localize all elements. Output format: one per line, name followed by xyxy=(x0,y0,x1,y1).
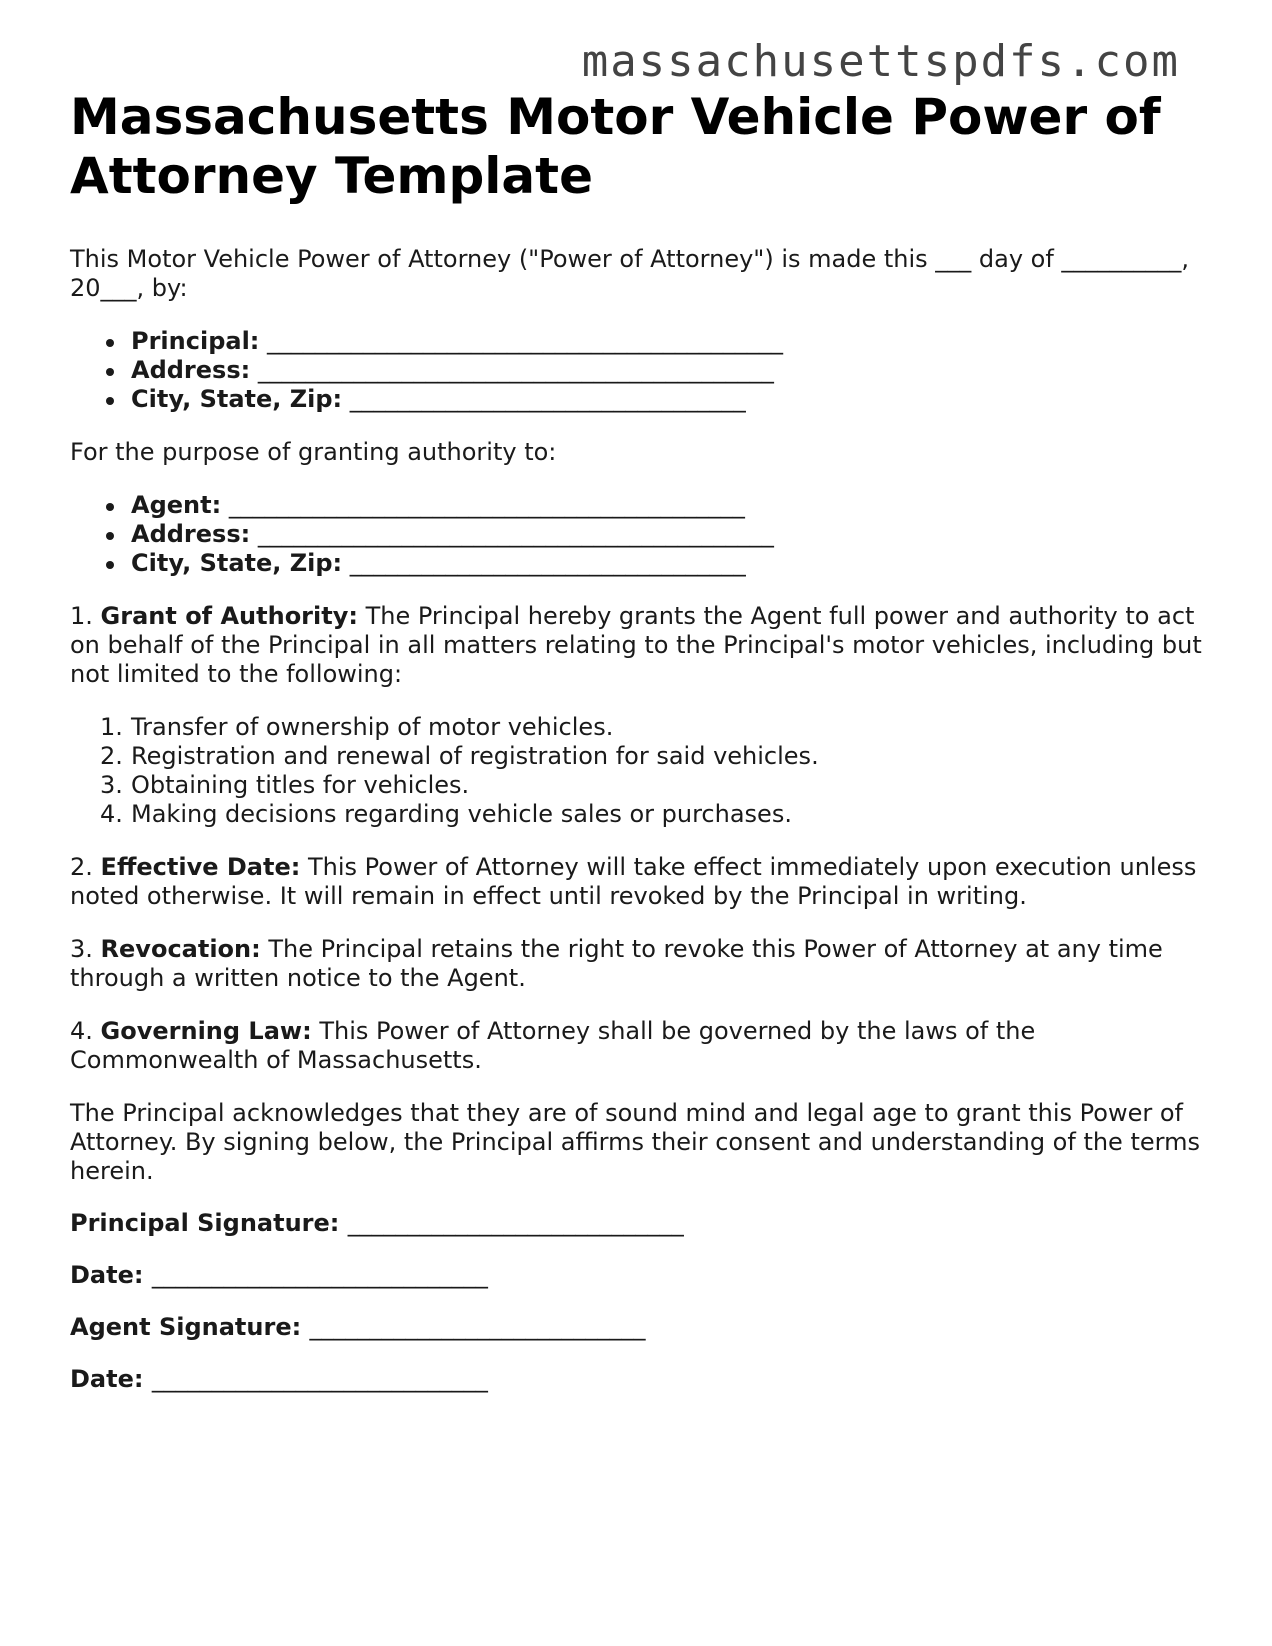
agent-name-field xyxy=(100,491,1210,520)
clause-number: 4. xyxy=(70,1017,93,1045)
list-item-number: 2. xyxy=(100,742,123,770)
fill-in-blank: ____________________________ xyxy=(347,1209,684,1237)
list-item-text: Transfer of ownership of motor vehicles. xyxy=(131,713,614,741)
agent-date-line xyxy=(70,1365,1210,1394)
agent-city-state-zip-field xyxy=(100,549,1210,578)
fill-in-blank: ____________________________ xyxy=(151,1261,488,1289)
clause-number: 3. xyxy=(70,935,93,963)
powers-list xyxy=(70,713,1210,829)
clause-revocation xyxy=(70,935,1210,993)
list-item-number: 1. xyxy=(100,713,123,741)
fill-in-blank: _________________________________ xyxy=(349,385,746,413)
fill-in-blank: ___________________________________________ xyxy=(257,356,774,384)
fill-in-blank: ___________________________________________ xyxy=(257,520,774,548)
clause-grant-of-authority xyxy=(70,602,1210,689)
principal-address-field xyxy=(100,356,1210,385)
fill-in-blank: ___________________________________________ xyxy=(267,327,784,355)
agent-fields xyxy=(70,491,1210,578)
signature-label: Agent Signature: xyxy=(70,1313,302,1341)
clause-text: The Principal retains the right to revoke this Power of Attorney at any time through a written notice to the Agent. xyxy=(70,935,1163,992)
fill-in-blank: ___________________________________________ xyxy=(228,491,745,519)
fill-in-blank: _________________________________ xyxy=(349,549,746,577)
acknowledgment-paragraph: The Principal acknowledges that they are of sound mind and legal age to grant this Power of Attorney. By signing below, the Principal affirms their consent and understanding of the terms herein. xyxy=(70,1099,1200,1185)
signature-label: Date: xyxy=(70,1261,144,1289)
field-label: Address: xyxy=(131,520,251,548)
signature-label: Date: xyxy=(70,1365,144,1393)
principal-name-field xyxy=(100,327,1210,356)
clause-number: 1. xyxy=(70,602,93,630)
fill-in-blank: ____________________________ xyxy=(309,1313,646,1341)
clause-text: The Principal hereby grants the Agent full power and authority to act on behalf of the Principal in all matters relating to the Principal's motor vehicles, including but not limited to the following: xyxy=(70,602,1202,688)
principal-city-state-zip-field xyxy=(100,385,1210,414)
principal-signature-line xyxy=(70,1209,1210,1238)
clause-text: This Power of Attorney shall be governed by the laws of the Commonwealth of Massachusetts. xyxy=(70,1017,1036,1074)
clause-text: This Power of Attorney will take effect immediately upon execution unless noted otherwise. It will remain in effect until revoked by the Principal in writing. xyxy=(70,853,1197,910)
list-item xyxy=(100,742,1210,771)
intro-paragraph: This Motor Vehicle Power of Attorney ("Power of Attorney") is made this ___ day of __________, 20___, by: xyxy=(70,245,1190,302)
site-watermark: massachusettspdfs.com xyxy=(581,36,1180,87)
list-item-text: Making decisions regarding vehicle sales or purchases. xyxy=(131,800,792,828)
list-item-text: Registration and renewal of registration for said vehicles. xyxy=(131,742,819,770)
clause-heading: Revocation: xyxy=(100,935,261,963)
field-label: Principal: xyxy=(131,327,260,355)
principal-fields xyxy=(70,327,1210,414)
list-item-number: 4. xyxy=(100,800,123,828)
clause-heading: Grant of Authority: xyxy=(100,602,358,630)
field-label: City, State, Zip: xyxy=(131,549,343,577)
clause-governing-law xyxy=(70,1017,1210,1075)
document-page xyxy=(70,88,1210,1394)
list-item-text: Obtaining titles for vehicles. xyxy=(131,771,470,799)
signature-label: Principal Signature: xyxy=(70,1209,340,1237)
principal-date-line xyxy=(70,1261,1210,1290)
field-label: Agent: xyxy=(131,491,222,519)
list-item-number: 3. xyxy=(100,771,123,799)
list-item xyxy=(100,771,1210,800)
agent-signature-line xyxy=(70,1313,1210,1342)
field-label: City, State, Zip: xyxy=(131,385,343,413)
agent-address-field xyxy=(100,520,1210,549)
clause-heading: Governing Law: xyxy=(100,1017,312,1045)
page-title: Massachusetts Motor Vehicle Power of Attorney Template xyxy=(70,88,1161,205)
list-item xyxy=(100,713,1210,742)
clause-heading: Effective Date: xyxy=(100,853,301,881)
clause-effective-date xyxy=(70,853,1210,911)
field-label: Address: xyxy=(131,356,251,384)
fill-in-blank: ____________________________ xyxy=(151,1365,488,1393)
clause-number: 2. xyxy=(70,853,93,881)
list-item xyxy=(100,800,1210,829)
purpose-paragraph: For the purpose of granting authority to: xyxy=(70,438,557,466)
